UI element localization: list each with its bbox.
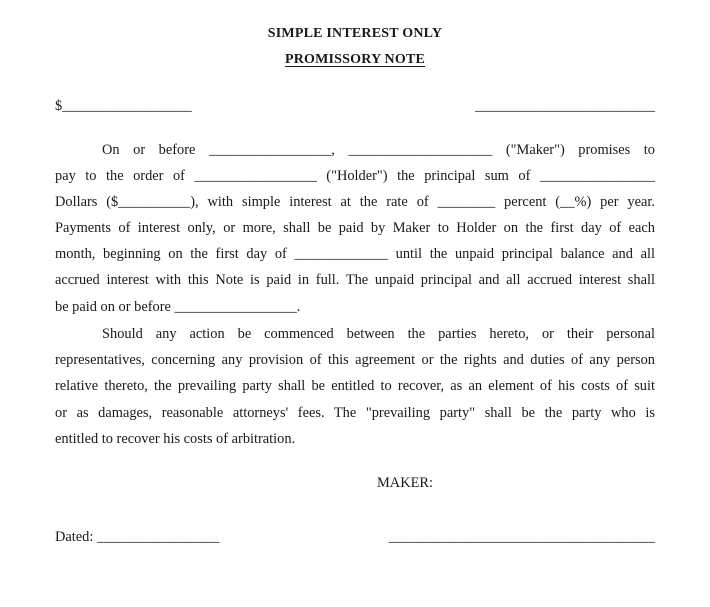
paragraph2-line3: relative thereto, the prevailing party shall be entitled to recover, as an element of his costs of suit xyxy=(55,378,655,394)
paragraph1-line2: pay to the order of _________________ ("Holder") the principal sum of ________________ xyxy=(55,168,655,184)
paragraph1-line7: be paid on or before _________________. xyxy=(55,299,301,315)
dated-blank[interactable]: _________________ xyxy=(96,529,220,545)
paragraph1-line5: month, beginning on the first day of _____________ until the unpaid principal balance and all xyxy=(55,246,655,262)
paragraph2-line2: representatives, concerning any provision of this agreement or the rights and duties of any person xyxy=(55,352,655,368)
document-title-line2-text: PROMISSORY NOTE xyxy=(284,52,426,67)
paragraph1-line1: On or before _________________, ____________________ ("Maker") promises to xyxy=(102,142,655,158)
document-title-line1: SIMPLE INTEREST ONLY xyxy=(267,26,443,41)
paragraph1-line3: Dollars ($__________), with simple interest at the rate of ________ percent (__%) per year. xyxy=(55,194,655,210)
paragraph2-line4: or as damages, reasonable attorneys' fees. The "prevailing party" shall be the party who is xyxy=(55,405,655,421)
amount-dollar-blank[interactable]: $__________________ xyxy=(55,98,192,114)
maker-signature-line[interactable]: _____________________________________ xyxy=(388,529,655,545)
paragraph1-line6: accrued interest with this Note is paid in full. The unpaid principal and all accrued interest shall xyxy=(55,272,655,288)
amount-right-blank[interactable]: _________________________ xyxy=(475,98,655,114)
document-title-line2 xyxy=(0,52,710,68)
maker-label: MAKER: xyxy=(377,475,433,491)
paragraph2-line5: entitled to recover his costs of arbitration. xyxy=(55,431,296,447)
paragraph1-line4: Payments of interest only, or more, shall be paid by Maker to Holder on the first day of each xyxy=(55,220,655,236)
paragraph2-line1: Should any action be commenced between the parties hereto, or their personal xyxy=(102,326,655,342)
dated-label: Dated: xyxy=(55,529,94,545)
amount-line xyxy=(55,96,655,116)
